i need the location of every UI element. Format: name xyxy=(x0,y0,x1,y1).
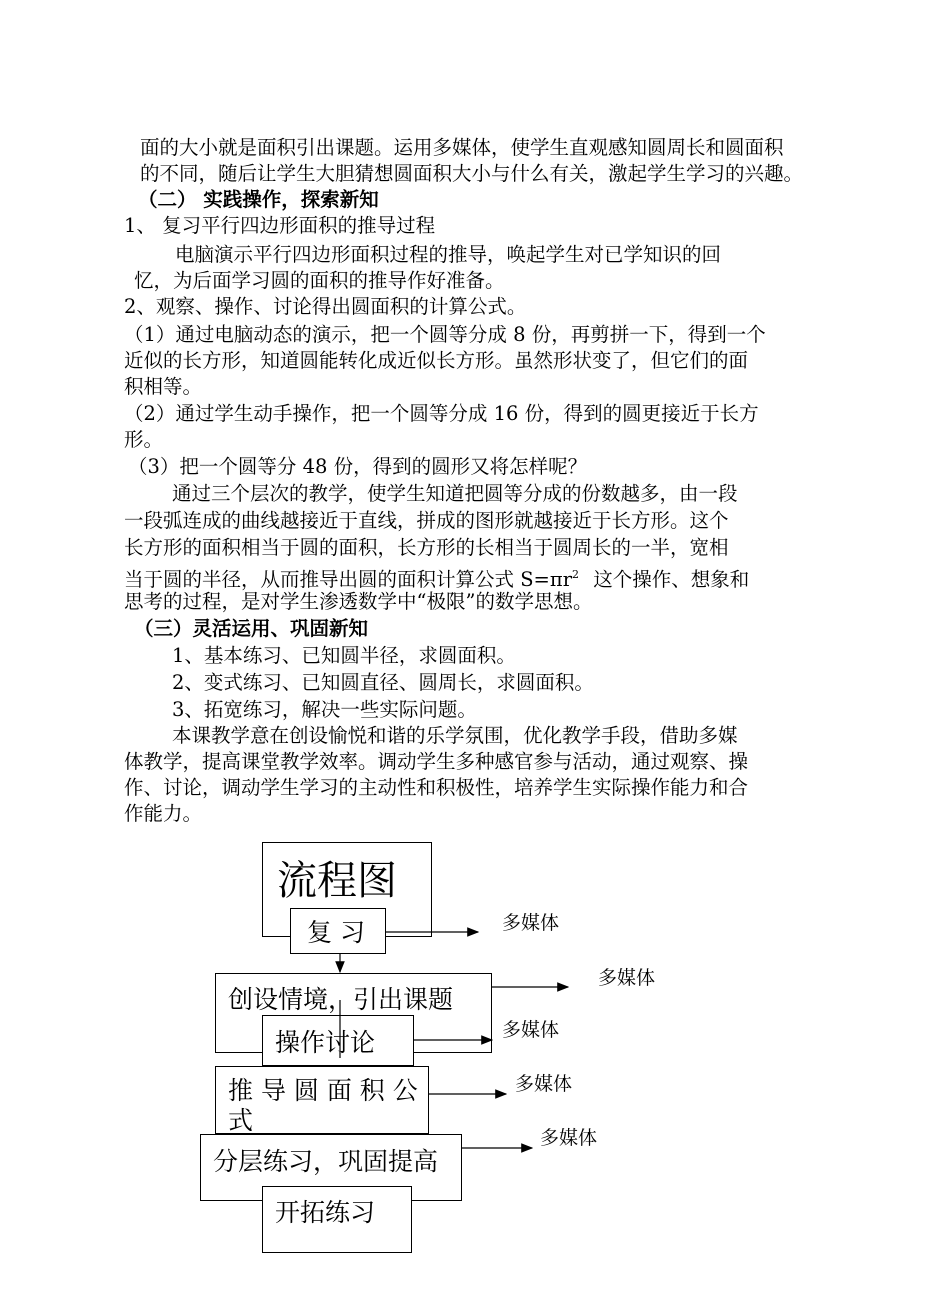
paragraph-line: 忆，为后面学习圆的面积的推导作好准备。 xyxy=(134,269,505,292)
flowchart-title: 流程图 xyxy=(277,858,397,904)
media-label-3: 多媒体 xyxy=(502,1019,560,1041)
superscript: 2 xyxy=(572,568,580,581)
paragraph-line: 通过三个层次的教学，使学生知道把圆等分成的份数越多，由一段 xyxy=(172,482,738,505)
paragraph-line: 作能力。 xyxy=(124,802,203,825)
media-label-2: 多媒体 xyxy=(598,967,656,989)
paragraph-line: 积相等。 xyxy=(124,375,203,398)
section-heading-3: （三）灵活运用、巩固新知 xyxy=(134,617,369,640)
paragraph-line: 的不同，随后让学生大胆猜想圆面积大小与什么有关，激起学生学习的兴趣。 xyxy=(140,162,804,185)
list-item: 1、基本练习、已知圆半径，求圆面积。 xyxy=(172,644,516,667)
media-label-5: 多媒体 xyxy=(540,1127,598,1149)
paragraph-line: 思考的过程，是对学生渗透数学中“极限”的数学思想。 xyxy=(124,590,593,613)
paragraph-line: 电脑演示平行四边形面积过程的推导，唤起学生对已学知识的回 xyxy=(175,243,722,266)
paragraph-line: 本课教学意在创设愉悦和谐的乐学氛围，优化教学手段，借助多媒 xyxy=(172,724,738,747)
paragraph-line: 近似的长方形，知道圆能转化成近似长方形。虽然形状变了，但它们的面 xyxy=(124,349,749,372)
step-extend-label: 开拓练习 xyxy=(275,1198,376,1227)
step-derive-label-cont: 式 xyxy=(228,1106,254,1135)
formula-text: 当于圆的半径，从而推导出圆的面积计算公式 S=πr xyxy=(124,568,573,591)
paragraph-line: （2）通过学生动手操作，把一个圆等分成 16 份，得到的圆更接近于长方 xyxy=(124,402,759,425)
list-item: 2、变式练习、已知圆直径、圆周长，求圆面积。 xyxy=(172,671,594,694)
step-discussion-label: 操作讨论 xyxy=(275,1028,376,1057)
media-label-4: 多媒体 xyxy=(515,1073,573,1095)
paragraph-line: （3）把一个圆等分 48 份，得到的圆形又将怎样呢？ xyxy=(128,455,588,478)
step-situation-label: 创设情境，引出课题 xyxy=(228,985,454,1014)
step-review-label: 复 习 xyxy=(307,918,365,947)
paragraph-line: 一段弧连成的曲线越接近于直线，拼成的图形就越接近于长方形。这个 xyxy=(124,509,729,532)
step-derive-label: 推 导 圆 面 积 公 xyxy=(228,1076,418,1105)
subheading-2: 2、观察、操作、讨论得出圆面积的计算公式。 xyxy=(124,295,527,318)
subheading-1: 1、 复习平行四边形面积的推导过程 xyxy=(124,214,436,237)
paragraph-line: （1）通过电脑动态的演示，把一个圆等分成 8 份，再剪拼一下，得到一个 xyxy=(124,323,766,346)
list-item: 3、拓宽练习，解决一些实际问题。 xyxy=(172,698,477,721)
step-practice-label: 分层练习，巩固提高 xyxy=(213,1147,439,1176)
media-label-1: 多媒体 xyxy=(502,912,560,934)
paragraph-line: 面的大小就是面积引出课题。运用多媒体，使学生直观感知圆周长和圆面积 xyxy=(140,136,784,159)
section-heading-2: （二） 实践操作，探索新知 xyxy=(138,188,379,211)
paragraph-line: 作、讨论，调动学生学习的主动性和积极性，培养学生实际操作能力和合 xyxy=(124,776,749,799)
paragraph-line: 体教学，提高课堂教学效率。调动学生多种感官参与活动，通过观察、操 xyxy=(124,750,749,773)
paragraph-line: 形。 xyxy=(124,428,164,451)
formula-continuation: 这个操作、想象和 xyxy=(593,568,750,591)
paragraph-line: 长方形的面积相当于圆的面积，长方形的长相当于圆周长的一半，宽相 xyxy=(124,536,729,559)
